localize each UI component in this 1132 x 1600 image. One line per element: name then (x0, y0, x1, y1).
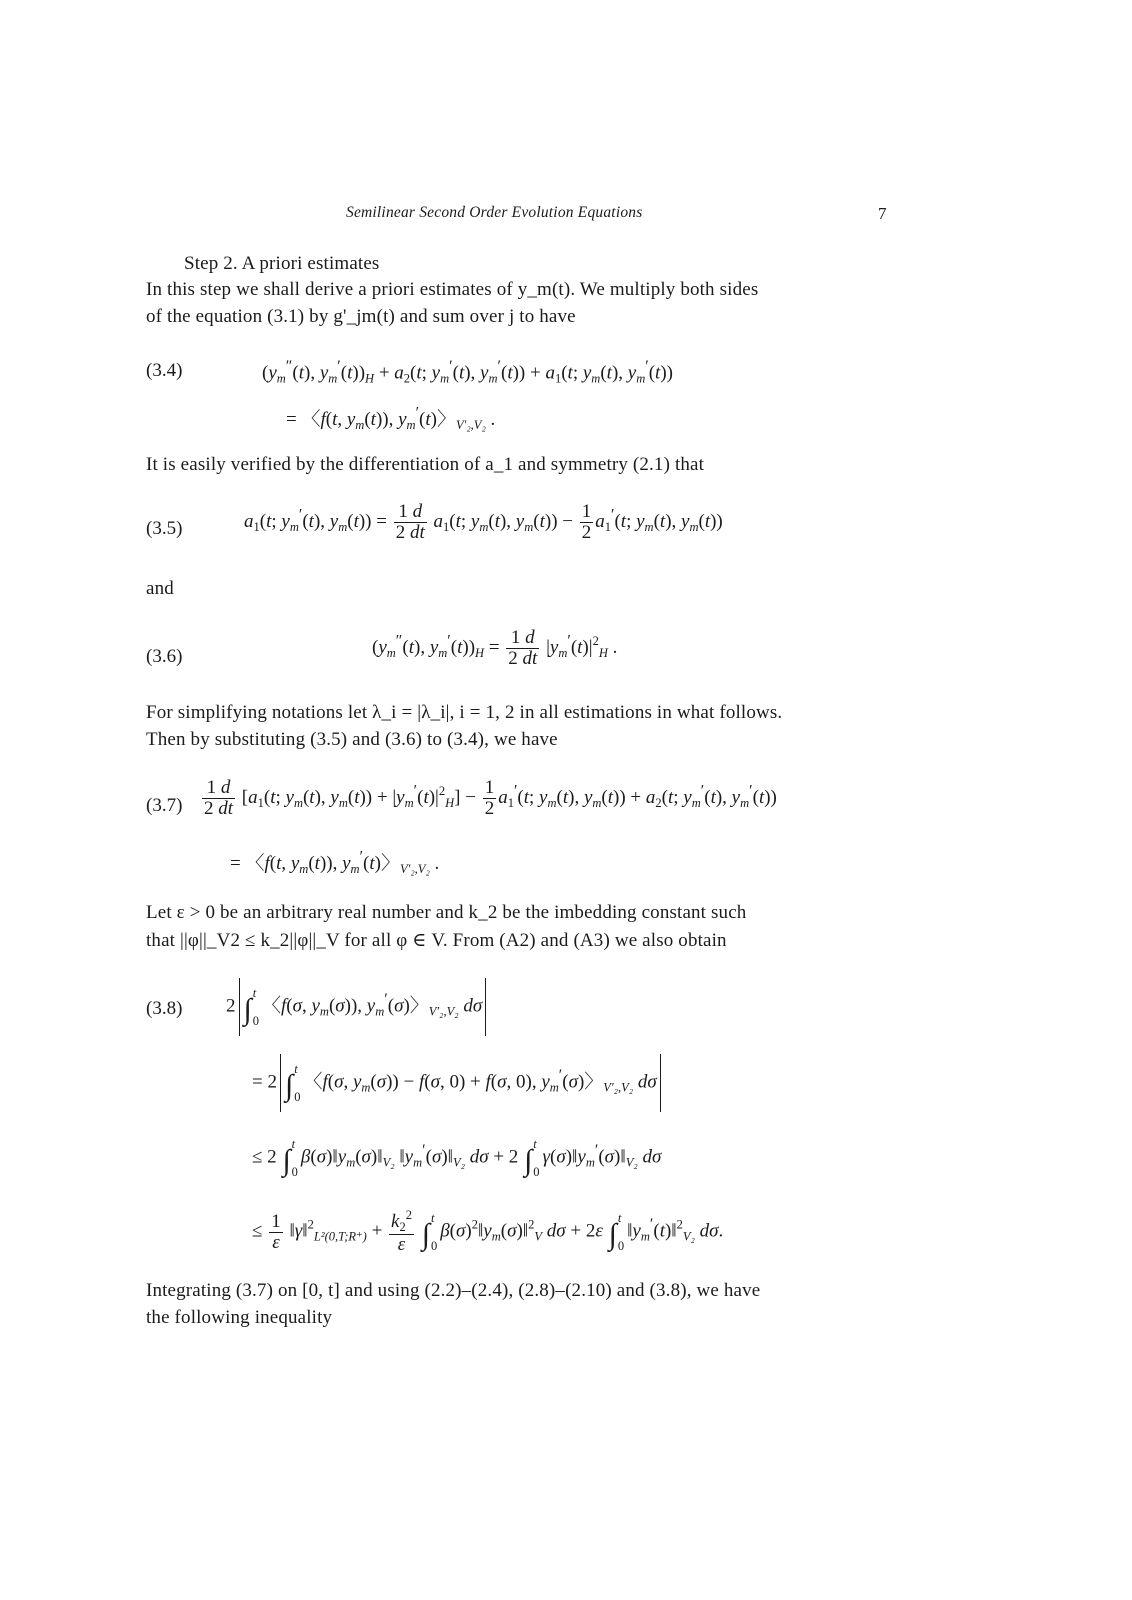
paragraph-4-line-1: Let ε > 0 be an arbitrary real number and k_2 be the imbedding constant such (146, 902, 747, 923)
equation-3-8-line-3: ≤ 2 ∫ t 0 $\beta(\sigma)‖y_m(\sigma)‖_{V_2}$ $‖y_m'(\sigma)‖_{V_2}$ dσ + 2 ∫ t 0 $\gamma(\sigma)‖y_m'(\sigma)‖_{V_2}$ dσ (252, 1137, 662, 1179)
equation-3-7-line-2: = 〈f(t, $y_m(t)$), $y_m'(t)$〉$_{V'_2,V_2}$ . (230, 848, 440, 876)
page-number: 7 (878, 204, 887, 223)
equation-3-4-line-1: ($y_m''(t)$, $y_m'(t))_H + a_2(t$; $y_m'(t)$, $y_m'(t)) + a_1(t$; $y_m(t)$, $y_m'(t)$) (262, 358, 673, 386)
equation-label-3-7: (3.7) (146, 795, 183, 816)
equation-3-8-line-1: 2 ∫ t 0 〈f(σ, $y_m(\sigma)$), $y_m'(\sigma)$〉$_{V'_2,V_2}$ dσ (226, 978, 489, 1036)
equation-3-4-line-2: = 〈f(t, $y_m(t)$), $y_m'(t)$〉$_{V'_2,V_2}$ . (286, 404, 496, 432)
equation-3-7-line-1: $\frac{1 d}{2 dt}$ [$a_1(t$; $y_m(t)$, $y_m(t)) + |y_m'(t)|^2_H$] − $\frac{1}{2}$ $a_1'(t$; $y_m(t)$, $y_m(t)) + a_2(t$; $y_m'(t)$, $y_m'(t)$) (204, 777, 777, 819)
paragraph-5-line-1: Integrating (3.7) on [0, t] and using (2.2)–(2.4), (2.8)–(2.10) and (3.8), we have (146, 1280, 761, 1301)
paragraph-1-line-2: of the equation (3.1) by g'_jm(t) and sum over j to have (146, 306, 576, 327)
equation-3-5: $a_1(t$; $y_m'(t)$, $y_m(t)$) = $\frac{1 d}{2 dt}$ $a_1(t$; $y_m(t)$, $y_m(t)$) − $\frac{1}{2}$ $a_1'(t$; $y_m(t)$, $y_m(t)$) (244, 501, 723, 543)
equation-label-3-6: (3.6) (146, 646, 183, 667)
equation-label-3-5: (3.5) (146, 518, 183, 539)
paragraph-5-line-2: the following inequality (146, 1307, 333, 1328)
equation-3-8-line-2: = 2 ∫ t 0 〈f(σ, $y_m(\sigma)) - f(\sigma$, 0) + f(σ, 0), $y_m'(\sigma)$〉$_{V'_2,V_2}$ dσ (252, 1054, 664, 1112)
paragraph-3-line-1: For simplifying notations let λ_i = |λ_i|, i = 1, 2 in all estimations in what follows. (146, 702, 783, 723)
equation-label-3-4: (3.4) (146, 360, 183, 381)
running-title: Semilinear Second Order Evolution Equations (346, 204, 643, 221)
equation-3-6: ($y_m''(t)$, $y_m'(t))_H$ = $\frac{1 d}{2 dt}$ $|y_m'(t)|^2_H$ . (372, 627, 618, 669)
paragraph-4-line-2: that ||φ||_V2 ≤ k_2||φ||_V for all φ ∈ V. From (A2) and (A3) we also obtain (146, 930, 727, 951)
paragraph-1-line-1: In this step we shall derive a priori estimates of y_m(t). We multiply both sides (146, 279, 759, 300)
step-heading: Step 2. A priori estimates (184, 253, 380, 274)
paragraph-2: It is easily verified by the differentiation of a_1 and symmetry (2.1) that (146, 454, 705, 475)
equation-label-3-8: (3.8) (146, 998, 183, 1019)
paragraph-3-line-2: Then by substituting (3.5) and (3.6) to (3.4), we have (146, 729, 558, 750)
equation-3-8-line-4: ≤ $\frac{1}{\varepsilon}$ ‖γ‖$^2_{L^2(0,T;R^+)}$ + $\frac{k_2^2}{\varepsilon}$ ∫ t 0 $\beta(\sigma)^2‖y_m(\sigma)‖^2_V$ dσ + 2ε ∫ t 0 $‖y_m'(t)‖^2_{V_2}$ dσ. (252, 1207, 724, 1256)
connector-and: and (146, 578, 174, 599)
